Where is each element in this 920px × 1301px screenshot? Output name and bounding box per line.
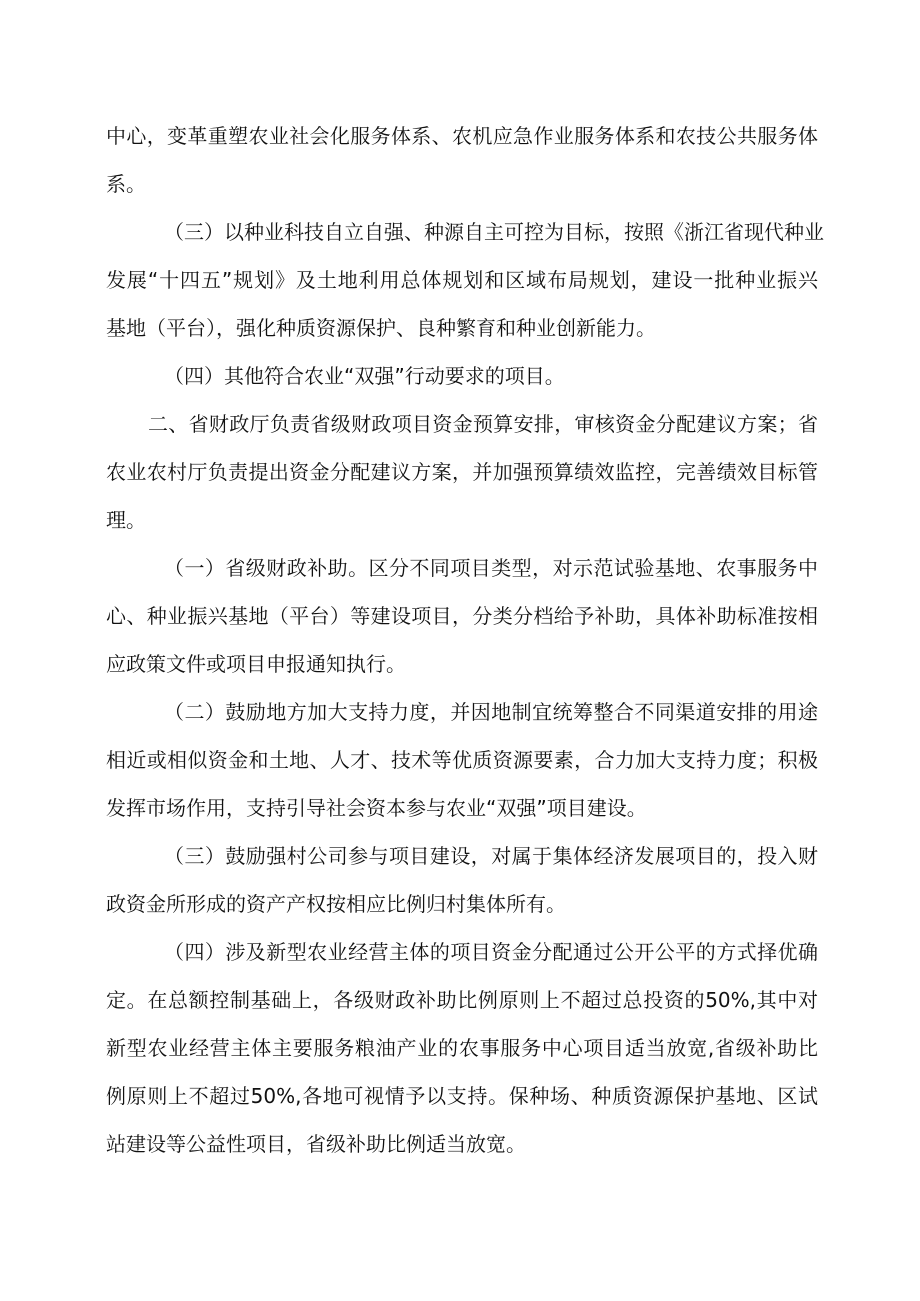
text-line: 发挥市场作用，支持引导社会资本参与农业“双强”项目建设。 — [106, 796, 647, 820]
paragraph-village-company — [106, 844, 818, 917]
text-line: 应政策文件或项目申报通知执行。 — [106, 652, 406, 676]
text-line: 站建设等公益性项目，省级补助比例适当放宽。 — [106, 1132, 526, 1156]
text-line: （二）鼓励地方加大支持力度，并因地制宜统筹整合不同渠道安排的用途 — [164, 700, 818, 724]
text-line: 定。在总额控制基础上，各级财政补助比例原则上不超过总投资的50%,其中对 — [106, 988, 818, 1012]
paragraph-service-system — [106, 124, 818, 197]
text-line: 例原则上不超过50%,各地可视情予以支持。保种场、种质资源保护基地、区试 — [106, 1084, 818, 1108]
text-line: （四）其他符合农业“双强”行动要求的项目。 — [164, 364, 565, 388]
text-line: （四）涉及新型农业经营主体的项目资金分配通过公开公平的方式择优确 — [164, 940, 818, 964]
paragraph-local-support — [106, 700, 818, 821]
text-line: 发展“十四五”规划》及土地利用总体规划和区域布局规划，建设一批种业振兴 — [106, 268, 818, 292]
text-line: 基地（平台），强化种质资源保护、良种繁育和种业创新能力。 — [106, 316, 656, 340]
document-body — [106, 124, 824, 1180]
text-line: 相近或相似资金和土地、人才、技术等优质资源要素，合力加大支持力度；积极 — [106, 748, 818, 772]
text-line: （三）以种业科技自立自强、种源自主可控为目标，按照《浙江省现代种业 — [164, 220, 824, 244]
text-line: 二、省财政厅负责省级财政项目资金预算安排，审核资金分配建议方案；省 — [148, 412, 818, 436]
text-line: 理。 — [106, 508, 146, 532]
text-line: 中心，变革重塑农业社会化服务体系、农机应急作业服务体系和农技公共服务体 — [106, 124, 818, 148]
paragraph-other-projects — [106, 364, 818, 389]
paragraph-section-two — [106, 412, 818, 533]
text-line: （三）鼓励强村公司参与项目建设，对属于集体经济发展项目的，投入财 — [164, 844, 818, 868]
paragraph-seed-industry — [106, 220, 824, 341]
text-line: 心、种业振兴基地（平台）等建设项目，分类分档给予补助，具体补助标准按相 — [106, 604, 818, 628]
text-line: （一）省级财政补助。区分不同项目类型，对示范试验基地、农事服务中 — [164, 556, 818, 580]
text-line: 系。 — [106, 172, 146, 196]
text-line: 农业农村厅负责提出资金分配建议方案，并加强预算绩效监控，完善绩效目标管 — [106, 460, 818, 484]
paragraph-provincial-subsidy — [106, 556, 818, 677]
paragraph-new-entities — [106, 940, 818, 1157]
text-line: 政资金所形成的资产产权按相应比例归村集体所有。 — [106, 892, 566, 916]
text-line: 新型农业经营主体主要服务粮油产业的农事服务中心项目适当放宽,省级补助比 — [106, 1036, 818, 1060]
